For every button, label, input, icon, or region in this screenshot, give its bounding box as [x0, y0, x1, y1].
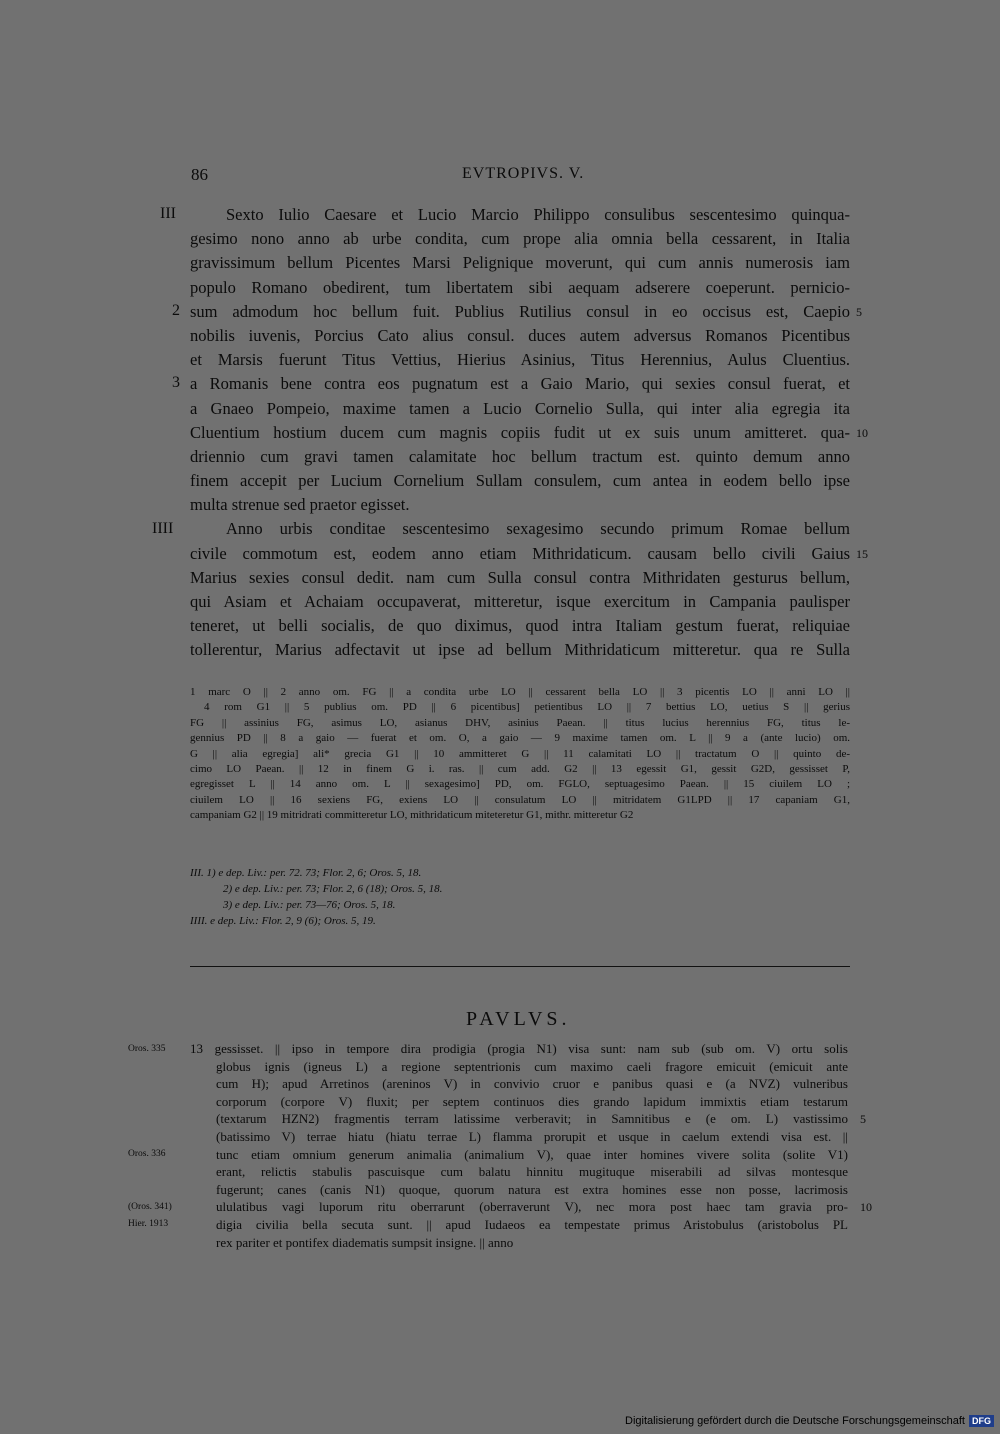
line-number-10: 10	[856, 426, 868, 440]
text-line: tollerentur, Marius adfectavit ut ipse ad bellum Mithridaticum mitteretur. qua re Sulla	[190, 640, 850, 660]
footer-credit	[625, 1415, 994, 1427]
text-line: populo Romano obedirent, tum libertatem sibi aequam adserere coeperunt. pernicio-	[190, 277, 850, 297]
running-title: EVTROPIVS. V.	[462, 165, 585, 182]
divider-rule	[190, 966, 850, 967]
text-line: civile commotum est, eodem anno etiam Mithridaticum. causam bello civili Gaius	[190, 543, 850, 563]
margin-ref: Hier. 1913	[128, 1219, 169, 1229]
text-line: sum admodum hoc bellum fuit. Publius Rutilius consul in eo occisus est, Caepio	[190, 301, 850, 321]
section-mark-3: 3	[172, 374, 180, 391]
apparatus-line: campaniam G2 || 19 mitridrati committeretur LO, mithridaticum miteteretur G1, mithr. mitteretur G2	[190, 809, 634, 822]
source-line: 3) e dep. Liv.: per. 73—76; Oros. 5, 18.	[223, 899, 396, 911]
apparatus-line: cimo LO Paean. || 12 in finem G i. ras. || cum add. G2 || 13 egessit G1, gessit G2D, gessisset P,	[190, 762, 850, 775]
text-line: driennio cum gravi tamen calamitate hoc bellum tractum est. quinto demum anno	[190, 446, 850, 466]
paulus-line: (textarum HZN2) fragmentis terram latissime verberavit; in Samnitibus e (e om. L) vastissimo	[216, 1111, 848, 1127]
margin-ref: Oros. 336	[128, 1149, 166, 1159]
line-number-15: 15	[856, 547, 868, 561]
chapter-mark-iii: III	[160, 205, 176, 222]
paulus-line: rex pariter et pontifex diadematis sumpsit insigne. || anno	[216, 1234, 514, 1250]
paulus-line: globus ignis (igneus L) a regione septentrionis cum maximo caeli fragore emicuit (emicuit ante	[216, 1058, 848, 1074]
paulus-line: (batissimo V) terrae hiatu (hiatu terrae L) flamma prorupit et usque in caelum extendi visa est. ||	[216, 1128, 848, 1144]
paulus-line: corporum (corpore V) fluxit; per septem continuos dies grando lapidum immixtis etiam testarum	[216, 1093, 848, 1109]
paulus-text	[190, 1040, 848, 1251]
section-mark-2: 2	[172, 302, 180, 319]
paulus-line: fugerunt; canes (canis N1) quoque, quorum natura est extra homines esse non posse, lacrimosis	[216, 1181, 848, 1197]
text-line: finem accepit per Lucium Cornelium Sullam consulem, cum antea in eodem bello ipse	[190, 471, 850, 491]
source-line: III. 1) e dep. Liv.: per. 72. 73; Flor. 2, 6; Oros. 5, 18.	[190, 867, 422, 879]
text-line: Marius sexies consul dedit. nam cum Sulla consul contra Mithridaten gesturus bellum,	[190, 567, 850, 587]
page-number: 86	[191, 165, 208, 184]
text-line: qui Asiam et Achaiam occupaverat, mitteretur, isque exercitum in Campania paulisper	[190, 592, 850, 611]
text-line: Cluentium hostium ducem cum magnis copiis fudit ut ex suis unum amitteret. qua-	[190, 422, 850, 442]
chapter-mark-iiii: IIII	[152, 520, 174, 537]
apparatus-line: G || alia egregia] ali* grecia G1 || 10 ammitteret G || 11 calamitati LO || tractatum O || quinto de-	[190, 747, 850, 760]
apparatus-line: 4 rom G1 || 5 publius om. PD || 6 picentibus] petientibus LO || 7 bettius LO, uetius S || gerius	[204, 701, 850, 714]
paulus-line: ululatibus vagi luporum ritu oberrarunt (oberraverunt V), nec mora post haec tam gravia pro-	[216, 1199, 848, 1215]
apparatus-line: gennius PD || 8 a gaio — fuerat et om. O, a gaio — 9 maxime tamen om. L || 9 a (ante lucio) om.	[190, 732, 850, 745]
sources-list	[190, 865, 442, 929]
line-number-5: 5	[856, 305, 862, 319]
line-number-5: 5	[860, 1112, 866, 1126]
text-line: nobilis iuvenis, Porcius Cato alius consul. duces autem adversus Romanos Picentibus	[190, 325, 850, 345]
line-number-10: 10	[860, 1200, 872, 1214]
margin-ref: Oros. 335	[128, 1044, 166, 1054]
text-line: Anno urbis conditae sescentesimo sexagesimo secundo primum Romae bellum	[226, 519, 850, 539]
paulus-line: cum H); apud Arretinos (areninos V) in convivio cruor e panibus quasi e (a NVZ) vulneribus	[216, 1076, 848, 1092]
text-line: Sexto Iulio Caesare et Lucio Marcio Philippo consulibus sescentesimo quinqua-	[226, 205, 850, 224]
text-line: gravissimum bellum Picentes Marsi Pelignique moverunt, qui cum annis numerosis iam	[190, 253, 850, 273]
apparatus-line: 1 marc O || 2 anno om. FG || a condita urbe LO || cessarent bella LO || 3 picentis LO || anni LO ||	[190, 686, 850, 698]
paulus-heading: PAVLVS.	[466, 1008, 571, 1030]
text-line: a Romanis bene contra eos pugnatum est a Gaio Mario, qui sexies consul fuerat, et	[190, 374, 850, 394]
paulus-line: erant, relictis stabulis pascuisque cum balatu hinnitu mugituque miserabili ad silvas montesque	[216, 1164, 848, 1180]
paulus-line: 13 gessisset. || ipso in tempore dira prodigia (progia N1) visa sunt: nam sub (sub om. V) ortu solis	[190, 1041, 848, 1056]
paulus-line: tunc etiam omnium generum animalia (animalium V), quae inter homines vivere solita (solite V1)	[216, 1146, 848, 1162]
apparatus-line: FG || assinius FG, asimus LO, asianus DHV, asinius Paean. || titus lucius herennius FG, titus le-	[190, 716, 850, 729]
margin-ref: (Oros. 341)	[128, 1202, 172, 1212]
text-line: a Gnaeo Pompeio, maxime tamen a Lucio Cornelio Sulla, qui inter alia egregia ita	[190, 398, 850, 418]
footer-text: Digitalisierung gefördert durch die Deutsche Forschungsgemeinschaft	[625, 1415, 965, 1427]
critical-apparatus	[190, 685, 850, 824]
dfg-logo: DFG	[969, 1415, 994, 1427]
text-line: et Marsis fuerunt Titus Vettius, Hierius Asinius, Titus Herennius, Aulus Cluentius.	[190, 350, 850, 370]
apparatus-line: egregisset L || 14 anno om. L || sexagesimo] PD, om. FGLO, septuagesimo Paean. || 15 ciuilem LO ;	[190, 778, 850, 791]
text-line: multa strenue sed praetor egisset.	[190, 495, 410, 515]
text-line: teneret, ut belli socialis, de quo diximus, quod intra Italiam gestum fuerat, reliquiae	[190, 616, 850, 636]
text-line: gesimo nono anno ab urbe condita, cum prope alia omnia bella cessarent, in Italia	[190, 229, 850, 249]
apparatus-line: ciuilem LO || 16 sexiens FG, exiens LO || consulatum LO || mitridatem G1LPD || 17 capaniam G1,	[190, 793, 850, 806]
paulus-line: digia civilia bella secuta sunt. || apud Iudaeos ea tempestate primus Aristobulus (aristobolus PL	[216, 1216, 848, 1232]
main-text	[190, 203, 850, 663]
source-line: 2) e dep. Liv.: per. 73; Flor. 2, 6 (18); Oros. 5, 18.	[223, 883, 443, 895]
source-line: IIII. e dep. Liv.: Flor. 2, 9 (6); Oros. 5, 19.	[190, 915, 376, 927]
